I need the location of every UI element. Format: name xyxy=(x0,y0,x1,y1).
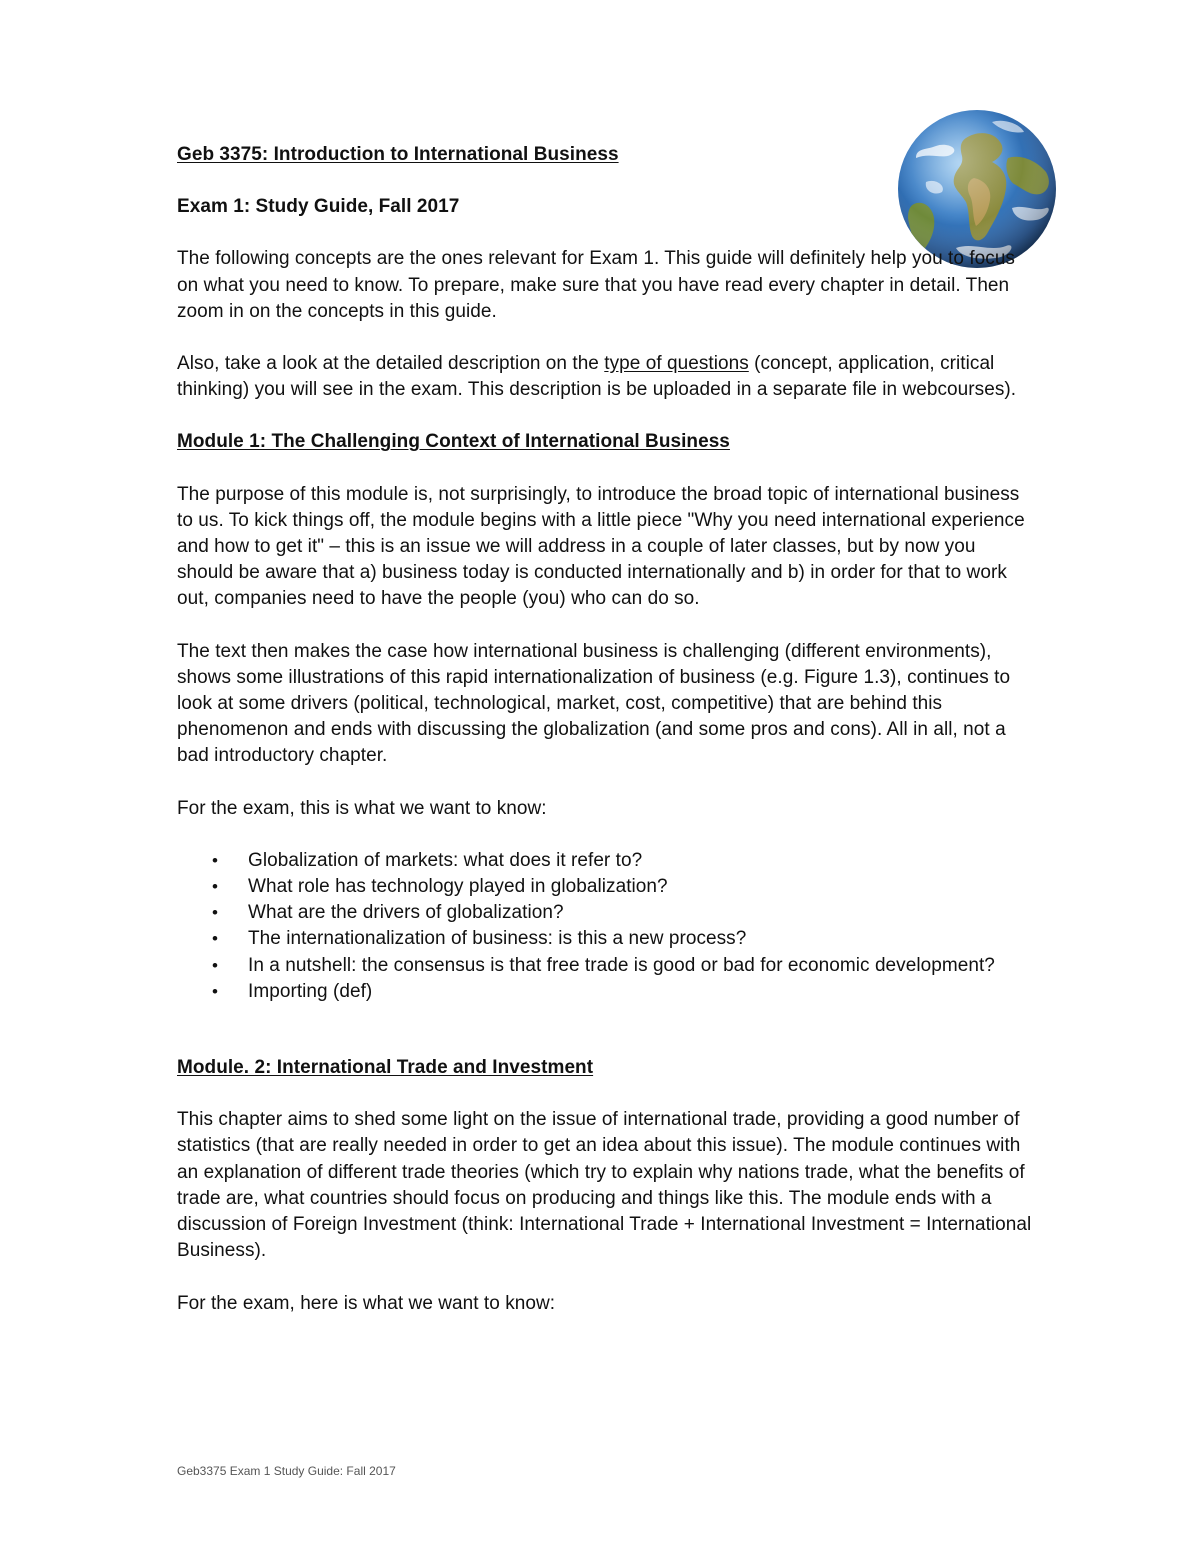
question-types-link[interactable]: type of questions xyxy=(604,353,749,375)
document-subtitle: Exam 1: Study Guide, Fall 2017 xyxy=(177,196,460,218)
document-title: Geb 3375: Introduction to International Business xyxy=(177,144,619,165)
module-2-paragraph-1: This chapter aims to shed some light on the issue of international trade, providing a good number of statistics (that are really needed in order to get an idea about this issue). The module continues with an explanation of different trade theories (which try to explain why nations trade, what the benefits of trade are, what countries should focus on producing and things like this. The module ends with a discussion of Foreign Investment (think: International Trade + International Investment = International Business). xyxy=(177,1109,1032,1262)
page-footer: Geb3375 Exam 1 Study Guide: Fall 2017 xyxy=(177,1464,396,1478)
list-item: • Importing (def) xyxy=(248,979,1037,1005)
module-1-paragraph-1: The purpose of this module is, not surprisingly, to introduce the broad topic of international business to us. To kick things off, the module begins with a little piece "Why you need international experience and how to get it" – this is an issue we will address in a couple of later classes, but by now you should be aware that a) business today is conducted internationally and b) in order for that to work out, companies need to have the people (you) who can do so. xyxy=(177,483,1025,610)
module-1-heading: Module 1: The Challenging Context of International Business xyxy=(177,431,730,453)
module-1-paragraph-2: The text then makes the case how international business is challenging (different environments), shows some illustrations of this rapid internationalization of business (e.g. Figure 1.3), continues to look at some drivers (political, technological, market, cost, competitive) that are behind this phenomenon and ends with discussing the globalization (and some pros and cons). All in all, not a bad introductory chapter. xyxy=(177,640,1011,767)
module-2-heading: Module. 2: International Trade and Investment xyxy=(177,1057,594,1079)
question-types-text-before: Also, take a look at the detailed description on the xyxy=(177,353,605,375)
question-types-text-after: (concept, application, critical thinking) you will see in the exam. This description is be uploaded in a separate file in webcourses). xyxy=(177,353,1017,401)
module-2-exam-intro: For the exam, here is what we want to know: xyxy=(177,1292,556,1314)
module-1-bullet-list xyxy=(177,848,1037,1005)
document-body xyxy=(177,142,1037,1317)
module-1-exam-intro: For the exam, this is what we want to know: xyxy=(177,797,547,819)
list-item: • What are the drivers of globalization? xyxy=(248,900,1037,926)
question-types-paragraph xyxy=(177,351,1037,403)
list-item: • Globalization of markets: what does it refer to? xyxy=(248,848,1037,874)
intro-paragraph: The following concepts are the ones relevant for Exam 1. This guide will definitely help you to focus on what you need to know. To prepare, make sure that you have read every chapter in detail. Then zoom in on the concepts in this guide. xyxy=(177,248,1015,322)
list-item: • In a nutshell: the consensus is that free trade is good or bad for economic development? xyxy=(248,953,1037,979)
list-item: • What role has technology played in globalization? xyxy=(248,874,1037,900)
list-item: • The internationalization of business: is this a new process? xyxy=(248,926,1037,952)
